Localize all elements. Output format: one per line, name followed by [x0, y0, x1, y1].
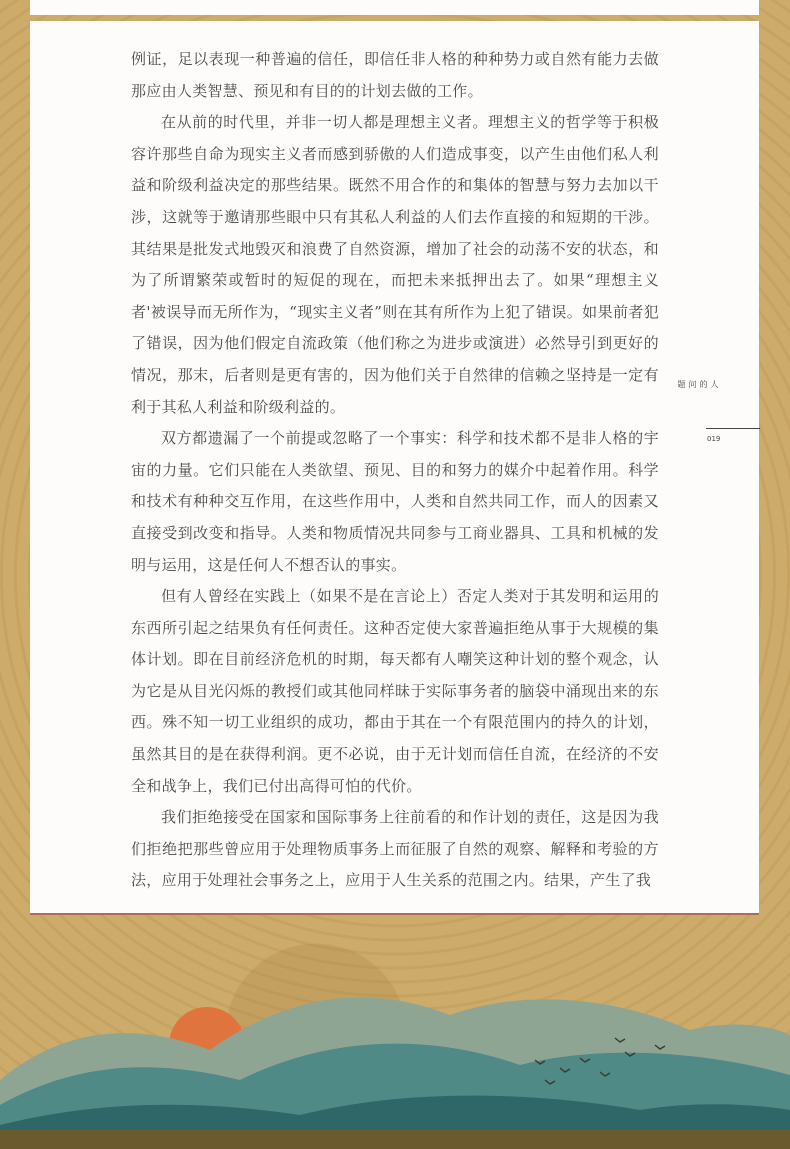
- paragraph-4: 但有人曾经在实践上（如果不是在言论上）否定人类对于其发明和运用的东西所引起之结果负有任何责任。这种否定使大家普遍拒绝从事于大规模的集体计划。即在目前经济危机的时期，每天都有人嘲笑这种计划的整个观念，认为它是从目光闪烁的教授们或其他同样昧于实际事务者的脑袋中涌现出来的东西。殊不知一切工业组织的成功，都由于其在一个有限范围内的持久的计划，虽然其目的是在获得利润。更不必说，由于无计划而信任自流，在经济的不安全和战争上，我们已付出高得可怕的代价。: [131, 587, 659, 795]
- side-tab-rule: [706, 428, 760, 429]
- page-number: 019: [707, 435, 721, 443]
- paragraph-1: 例证，足以表现一种普遍的信任，即信任非人格的种种势力或自然有能力去做那应由人类智慧、预见和有目的的计划去做的工作。: [131, 50, 659, 100]
- paragraph-3: 双方都遗漏了一个前提或忽略了一个事实：科学和技术都不是非人格的宇宙的力量。它们只能在人类欲望、预见、目的和努力的媒介中起着作用。科学和技术有种种交互作用，在这些作用中，人类和自然共同工作，而人的因素又直接受到改变和指导。人类和物质情况共同参与工商业器具、工具和机械的发明与运用，这是任何人不想否认的事实。: [131, 429, 659, 574]
- grass-strip: [0, 1130, 790, 1149]
- paragraph-5: 我们拒绝接受在国家和国际事务上往前看的和作计划的责任，这是因为我们拒绝把那些曾应用于处理物质事务上而征服了自然的观察、解释和考验的方法，应用于处理社会事务之上，应用于人生关系的范围之内。结果，产生了我: [131, 808, 659, 890]
- landscape-illustration: [0, 960, 790, 1149]
- body-text: [131, 44, 659, 897]
- previous-page-edge: [30, 0, 759, 15]
- paragraph-2: 在从前的时代里，并非一切人都是理想主义者。理想主义的哲学等于积极容许那些自命为现实主义者而感到骄傲的人们造成事变，以产生由他们私人利益和阶级利益决定的那些结果。既然不用合作的和集体的智慧与努力去加以干涉，这就等于邀请那些眼中只有其私人利益的人们去作直接的和短期的干涉。其结果是批发式地毁灭和浪费了自然资源，增加了社会的动荡不安的状态，和为了所谓繁荣或暂时的短促的现在，而把未来抵押出去了。如果“理想主义者'被误导而无所作为，“现实主义者”则在其有所作为上犯了错误。如果前者犯了错误，因为他们假定自流政策（他们称之为进步或演进）必然导引到更好的情况，那末，后者则是更有害的，因为他们关于自然律的信赖之坚持是一定有利于其私人利益和阶级利益的。: [131, 113, 659, 416]
- chapter-title: 人的问题: [677, 380, 719, 388]
- book-page: [30, 21, 759, 915]
